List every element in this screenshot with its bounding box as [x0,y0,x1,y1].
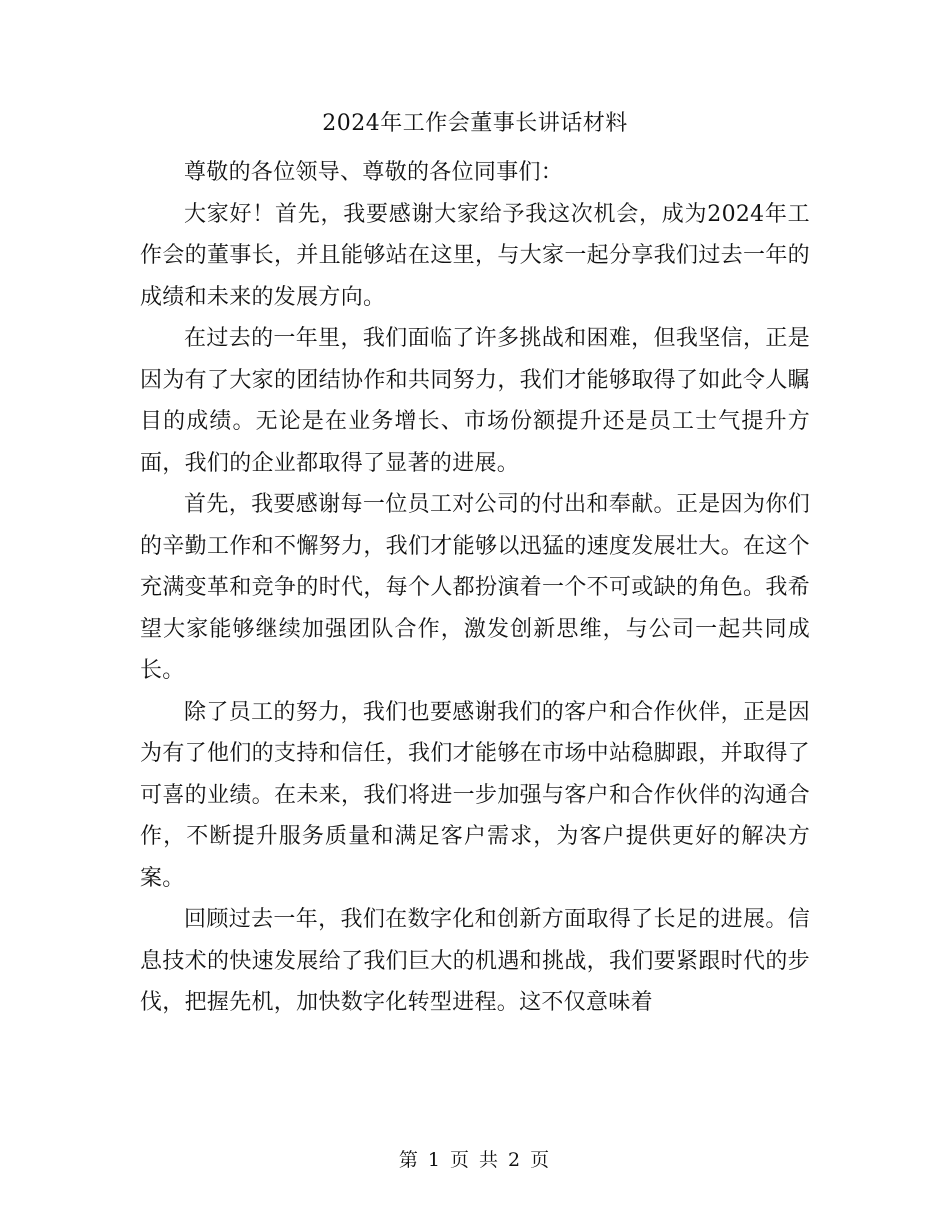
paragraph-digital-innovation: 回顾过去一年，我们在数字化和创新方面取得了长足的进展。信息技术的快速发展给了我们巨大的机遇和挑战，我们要紧跟时代的步伐，把握先机，加快数字化转型进程。这不仅意味着 [140,907,810,1015]
paragraph-greeting: 大家好！首先，我要感谢大家给予我这次机会，成为2024年工作会的董事长，并且能够站在这里，与大家一起分享我们过去一年的成绩和未来的发展方向。 [140,201,810,310]
document-title: 2024年工作会董事长讲话材料 [322,111,628,136]
paragraph-employees: 首先，我要感谢每一位员工对公司的付出和奉献。正是因为你们的辛勤工作和不懈努力，我们才能够以迅猛的速度发展壮大。在这个充满变革和竞争的时代，每个人都扮演着一个不可或缺的角色。我希望大家能够继续加强团队合作，激发创新思维，与公司一起共同成长。 [140,492,810,683]
paragraph-customers-partners: 除了员工的努力，我们也要感谢我们的客户和合作伙伴，正是因为有了他们的支持和信任，我们才能够在市场中站稳脚跟，并取得了可喜的业绩。在未来，我们将进一步加强与客户和合作伙伴的沟通合作，不断提升服务质量和满足客户需求，为客户提供更好的解决方案。 [140,699,810,891]
paragraph-salutation: 尊敬的各位领导、尊敬的各位同事们： [184,160,564,185]
document-body [140,152,810,1024]
paragraph-past-year: 在过去的一年里，我们面临了许多挑战和困难，但我坚信，正是因为有了大家的团结协作和共同努力，我们才能够取得了如此令人瞩目的成绩。无论是在业务增长、市场份额提升还是员工士气提升方面，我们的企业都取得了显著的进展。 [140,326,810,476]
page-number-footer: 第 1 页 共 2 页 [398,1149,552,1171]
